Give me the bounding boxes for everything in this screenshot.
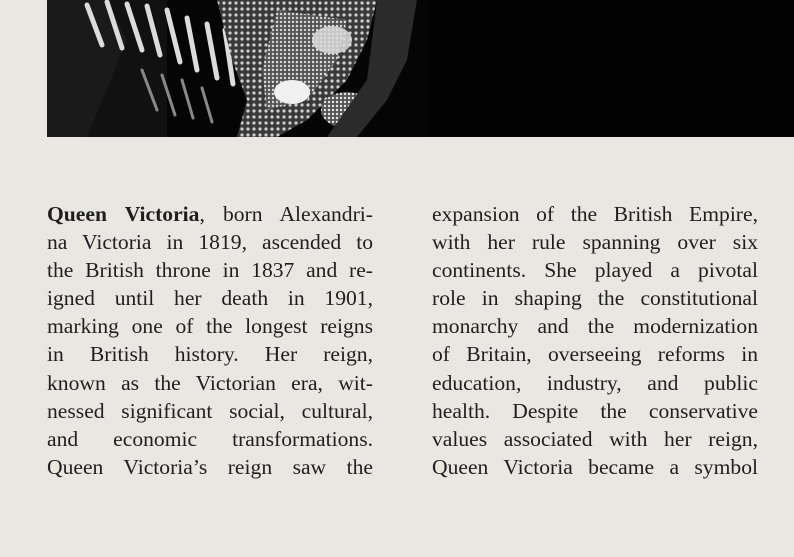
- text-line: continents. She played a pivotal: [432, 258, 758, 283]
- text-line: Queen Victoria became a symbol: [432, 454, 758, 479]
- text-line: with her rule spanning over six: [432, 230, 758, 255]
- article-right-column: [432, 200, 758, 481]
- text-line: in British history. Her reign,: [47, 342, 373, 367]
- text-line: nessed significant social, cultural,: [47, 398, 373, 423]
- text-line: na Victoria in 1819, ascended to: [47, 230, 373, 255]
- article-left-column: [47, 200, 373, 481]
- text-line: Queen Victoria, born Alexandri-: [47, 202, 373, 226]
- text-line: and economic transformations.: [47, 426, 373, 451]
- portrait-photo-image: [47, 0, 794, 137]
- text-line: Queen Victoria’s reign saw the: [47, 454, 373, 479]
- text-line: of Britain, overseeing reforms in: [432, 342, 758, 367]
- text-line: known as the Victorian era, wit-: [47, 370, 373, 395]
- text-line: marking one of the longest reigns: [47, 314, 373, 339]
- text-line: health. Despite the conservative: [432, 398, 758, 423]
- text-line: role in shaping the constitutional: [432, 286, 758, 311]
- text-line: education, industry, and public: [432, 370, 758, 395]
- text-line: values associated with her reign,: [432, 426, 758, 451]
- text-line: igned until her death in 1901,: [47, 286, 373, 311]
- text-line: expansion of the British Empire,: [432, 202, 758, 226]
- text-line: the British throne in 1837 and re-: [47, 258, 373, 283]
- lead-name: Queen Victoria: [47, 202, 200, 226]
- portrait-photo: [47, 0, 794, 137]
- text-line: monarchy and the modernization: [432, 314, 758, 339]
